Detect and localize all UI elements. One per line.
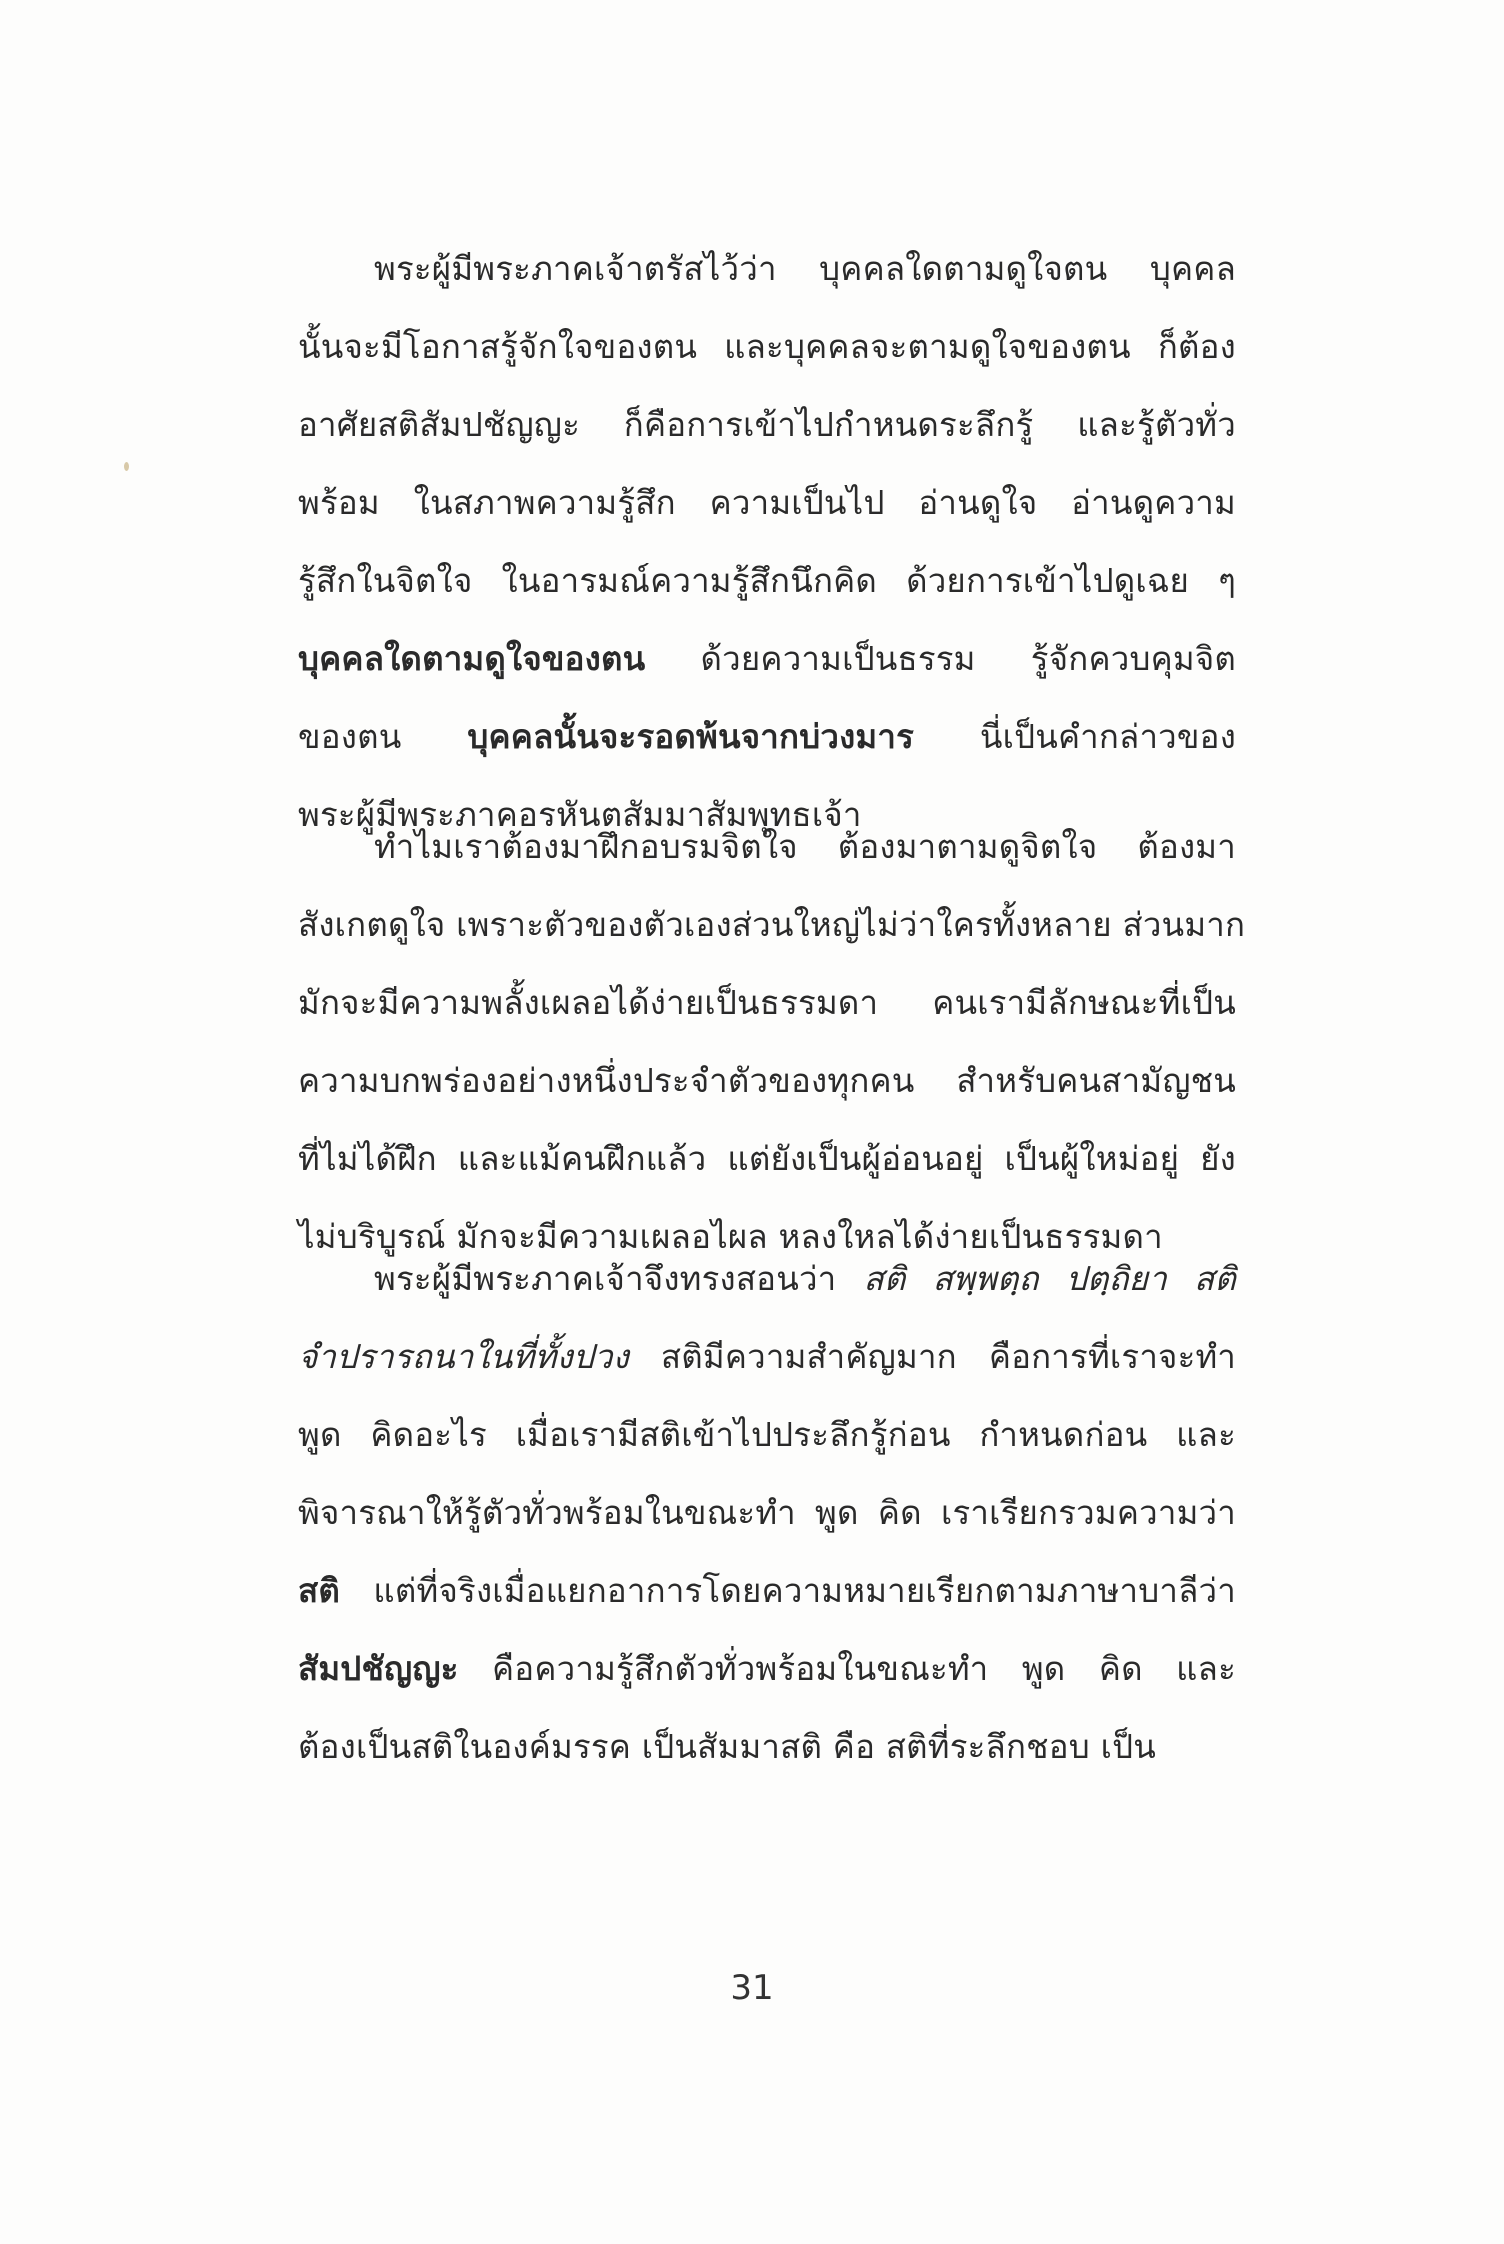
text-run: แต่ที่จริงเมื่อแยกอาการโดยความหมายเรียกตามภาษาบาลีว่า [339,1571,1236,1610]
text-run: นั้นจะมีโอกาสรู้จักใจของตน และบุคคลจะตามดูใจของตน ก็ต้อง [298,327,1236,366]
text-run: ความบกพร่องอย่างหนึ่งประจำตัวของทุกคน สำหรับคนสามัญชน [298,1061,1236,1100]
bold-text: สัมปชัญญะ [298,1649,459,1688]
paragraph-3 [298,1240,1236,1786]
text-run: พูด คิดอะไร เมื่อเรามีสติเข้าไปประลึกรู้ก่อน กำหนดก่อน และ [298,1415,1236,1454]
paper-speck [124,462,129,471]
paragraph-1 [298,230,1236,854]
text-line [298,886,1246,964]
text-line [298,542,1236,620]
text-line [298,1240,1236,1318]
text-line [298,1630,1236,1708]
text-line [298,1042,1236,1120]
text-run: สติมีความสำคัญมาก คือการที่เราจะทำ [628,1337,1236,1376]
page-number: 31 [730,1968,774,2008]
text-line [298,1552,1236,1630]
text-run: ด้วยความเป็นธรรม รู้จักควบคุมจิต [645,639,1236,678]
text-line [298,1318,1236,1396]
text-run: ไม่บริบูรณ์ มักจะมีความเผลอไผล หลงใหลได้ง่ายเป็นธรรมดา [298,1217,1163,1256]
bold-text: บุคคลนั้นจะรอดพ้นจากบ่วงมาร [467,717,915,756]
text-run: รู้สึกในจิตใจ ในอารมณ์ความรู้สึกนึกคิด ด้วยการเข้าไปดูเฉย ๆ [298,561,1236,600]
text-run: ทำไมเราต้องมาฝึกอบรมจิตใจ ต้องมาตามดูจิตใจ ต้องมา [374,827,1236,866]
text-line [298,964,1236,1042]
text-run: พระผู้มีพระภาคเจ้าจึงทรงสอนว่า [374,1259,864,1298]
text-run: นี่เป็นคำกล่าวของ [914,717,1237,756]
text-line [298,386,1236,464]
text-run: พระผู้มีพระภาคอรหันตสัมมาสัมพุทธเจ้า [298,795,862,834]
text-line [298,620,1236,698]
text-line [298,1474,1236,1552]
text-line [298,464,1236,542]
text-line [298,1708,1236,1786]
text-run: พระผู้มีพระภาคเจ้าตรัสไว้ว่า บุคคลใดตามดูใจตน บุคคล [374,249,1236,288]
text-run: มักจะมีความพลั้งเผลอได้ง่ายเป็นธรรมดา คนเรามีลักษณะที่เป็น [298,983,1236,1022]
text-run: ต้องเป็นสติในองค์มรรค เป็นสัมมาสติ คือ สติที่ระลึกชอบ เป็น [298,1727,1156,1766]
text-line [298,1120,1236,1198]
text-line [298,808,1236,886]
text-run: พร้อม ในสภาพความรู้สึก ความเป็นไป อ่านดูใจ อ่านดูความ [298,483,1236,522]
text-run: พิจารณาให้รู้ตัวทั่วพร้อมในขณะทำ พูด คิด เราเรียกรวมความว่า [298,1493,1236,1532]
text-line [298,698,1236,776]
italic-text: สติ สพฺพตฺถ ปตฺถิยา สติ [863,1259,1236,1298]
bold-text: บุคคลใดตามดูใจของตน [298,639,646,678]
text-run: อาศัยสติสัมปชัญญะ ก็คือการเข้าไปกำหนดระลึกรู้ และรู้ตัวทั่ว [298,405,1236,444]
paragraph-2 [298,808,1246,1276]
text-run: สังเกตดูใจ เพราะตัวของตัวเองส่วนใหญ่ไม่ว่าใครทั้งหลาย ส่วนมาก [298,905,1246,944]
text-line [298,308,1236,386]
text-run: ที่ไม่ได้ฝึก และแม้คนฝึกแล้ว แต่ยังเป็นผู้อ่อนอยู่ เป็นผู้ใหม่อยู่ ยัง [298,1139,1236,1178]
bold-text: สติ [298,1571,340,1610]
text-line [298,230,1236,308]
text-line [298,1396,1236,1474]
text-run: คือความรู้สึกตัวทั่วพร้อมในขณะทำ พูด คิด และ [458,1649,1236,1688]
text-run: ของตน [298,717,468,756]
italic-text: จำปรารถนาในที่ทั้งปวง [298,1337,629,1376]
